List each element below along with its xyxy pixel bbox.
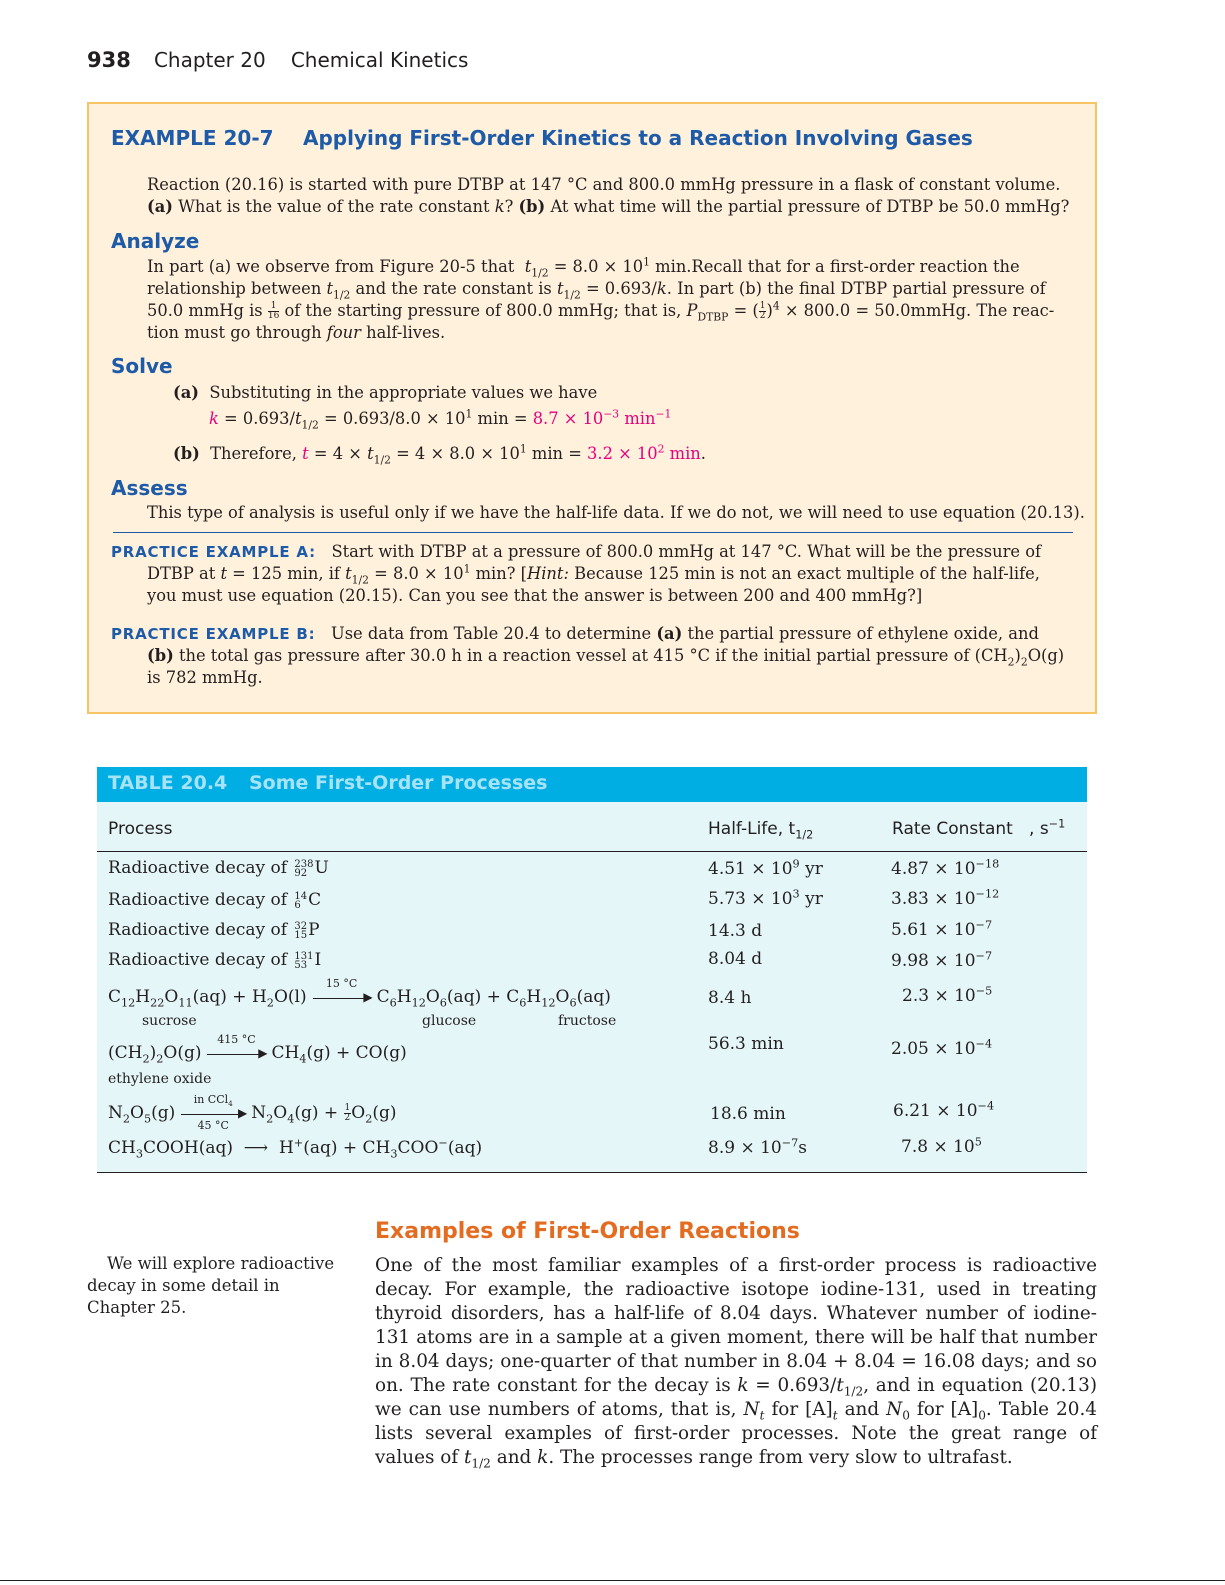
- assess-heading: Assess: [111, 476, 188, 500]
- practice-b-line-2: (b) the total gas pressure after 30.0 h in a reaction vessel at 415 °C if the initial partial pressure of $(CH_2)_2O(g)$: [147, 646, 1065, 669]
- analyze-line-2: relationship between $t_{1/2}$ and the rate constant is $t_{1/2} = 0.693/k$. In part (b) the final DTBP partial pressure of: [147, 279, 1046, 302]
- table-row-7-half-life: 18.6 min: [710, 1104, 786, 1124]
- table-row-7-process: $N_2O_5(g)$ in CCl$_4$ ▶ 45 °C $N_2O_4(g)$ + $\frac{1}{2}$ $O_2(g)$: [108, 1092, 397, 1132]
- table-footer-rule: [97, 1172, 1087, 1173]
- practice-b-line-3: is 782 mmHg.: [147, 668, 263, 687]
- label-ethylene-oxide: ethylene oxide: [108, 1071, 212, 1087]
- problem-line-1: Reaction (20.16) is started with pure DTBP at 147 °C and 800.0 mmHg pressure in a flask of constant volume.: [147, 175, 1061, 194]
- practice-a-line-3: you must use equation (20.15). Can you see that the answer is between 200 and 400 mmHg?]: [147, 586, 923, 605]
- page-number: 938: [87, 48, 131, 72]
- reaction-arrow: 415 °C ▶: [207, 1049, 265, 1059]
- table-row-2-process: Radioactive decay of 14 6 C: [108, 890, 322, 911]
- chapter-title: Chemical Kinetics: [290, 48, 469, 72]
- table-row-4-process: Radioactive decay of 131 53 I: [108, 950, 322, 971]
- table-header-rule: [97, 851, 1087, 852]
- table-banner: [97, 767, 1087, 802]
- solve-a-line: (a) Substituting in the appropriate values we have: [173, 383, 598, 402]
- section-heading: Examples of First-Order Reactions: [375, 1219, 800, 1244]
- example-box: [87, 102, 1097, 714]
- page-bottom-rule: [0, 1580, 1225, 1581]
- practice-a-line-2: DTBP at t = 125 min, if $t_{1/2} = 8.0 \times 10^1$ min? [Hint: Because 125 min is not an exact multiple of the half-life,: [147, 562, 1040, 587]
- reaction-arrow: 15 °C ▶: [313, 993, 371, 1003]
- column-header-process: Process: [108, 819, 173, 839]
- box-divider: [113, 532, 1073, 533]
- example-label: EXAMPLE 20-7: [111, 126, 274, 150]
- solve-a-equation: $k = 0.693/t_{1/2} = 0.693/8.0 \times 10^1$ $\min = 8.7 \times 10^{-3}$ $\min^{-1}$: [209, 407, 672, 432]
- analyze-line-4: tion must go through four half-lives.: [147, 323, 446, 342]
- table-row-3-rate: $5.61 \times 10^{-7}$: [891, 918, 993, 940]
- chapter-label: Chapter 20: [153, 48, 266, 72]
- example-title: Applying First-Order Kinetics to a Reaction Involving Gases: [303, 126, 973, 150]
- table-row-1-half-life: $4.51 \times 10^9$ yr: [708, 857, 823, 879]
- practice-a-label: PRACTICE EXAMPLE A:: [111, 543, 316, 561]
- practice-b-label: PRACTICE EXAMPLE B:: [111, 625, 316, 643]
- table-row-5-half-life: 8.4 h: [708, 988, 752, 1008]
- label-sucrose: sucrose: [142, 1013, 197, 1029]
- label-glucose: glucose: [422, 1013, 477, 1029]
- table-row-5-process: $C_{12}H_{22}O_{11}(aq) + H_2O(l)$ 15 °C ▶ $C_6H_{12}O_6(aq) + C_6H_{12}O_6(aq)$: [108, 976, 611, 1010]
- table-label: TABLE 20.4: [108, 772, 228, 794]
- table-row-3-process: Radioactive decay of 32 15 P: [108, 920, 320, 941]
- solve-b-equation: (b) Therefore, $t = 4 \times t_{1/2} = 4 \times 8.0 \times 10^1$ $\min = 3.2 \times 10^2$ min.: [173, 442, 706, 467]
- table-row-5-rate: $2.3 \times 10^{-5}$: [902, 984, 993, 1006]
- table-row-8-process: $CH_3COOH(aq)$ ⟶ $H^+(aq) + CH_3COO^-(aq)$: [108, 1136, 483, 1161]
- table-row-3-half-life: 14.3 d: [708, 921, 763, 941]
- reaction-arrow: in CCl$_4$ ▶ 45 °C: [181, 1109, 245, 1119]
- table-row-6-process: $(CH_2)_2O(g)$ 415 °C ▶ $CH_4(g) + CO(g)$: [108, 1032, 407, 1066]
- table-row-4-rate: $9.98 \times 10^{-7}$: [891, 949, 993, 971]
- table-row-1-process: Radioactive decay of 238 92 U: [108, 858, 329, 879]
- table-row-2-half-life: $5.73 \times 10^3$ yr: [708, 887, 823, 909]
- practice-b-line-1: PRACTICE EXAMPLE B: Use data from Table 20.4 to determine (a) the partial pressure of ethylene oxide, and: [111, 624, 1039, 643]
- table-row-8-half-life: $8.9 \times 10^{-7}s$: [708, 1136, 808, 1158]
- practice-a-line-1: PRACTICE EXAMPLE A: Start with DTBP at a pressure of 800.0 mmHg at 147 °C. What will be the pressure of: [111, 542, 1042, 561]
- analyze-line-3: 50.0 mmHg is $\frac{1}{16}$ of the starting pressure of 800.0 mmHg; that is, $P_{DTBP}$ = ( $\frac{1}{2}$ )$^4$ × 800.0 = 50.0mmHg. The reac-: [147, 299, 1055, 324]
- table-20-4: [97, 767, 1087, 1173]
- table-row-6-half-life: 56.3 min: [708, 1034, 784, 1054]
- label-fructose: fructose: [558, 1013, 617, 1029]
- table-row-1-rate: $4.87 \times 10^{-18}$: [891, 857, 1000, 879]
- table-row-2-rate: $3.83 \times 10^{-12}$: [891, 887, 1000, 909]
- main-paragraph: One of the most familiar examples of a first-order process is radioactive decay. For example, the radioactive isotope iodine-131, used in treating thyroid disorders, has a half-life of 8.04 days. Whatever number of iodine-131 atoms are in a sample at a given moment, there will be half that number in 8.04 days; one-quarter of that number in 8.04 + 8.04 = 16.08 days; and so on. The rate constant for the decay is $k = 0.693/t_{1/2}$, and in equation (20.13) we can use numbers of atoms, that is, $N_t$ for $[A]_t$ and $N_0$ for $[A]_0$. Table 20.4 lists several examples of first-order processes. Note the great range of values of $t_{1/2}$ and k. The processes range from very slow to ultrafast.: [375, 1255, 1097, 1471]
- margin-note: [87, 1253, 347, 1319]
- analyze-line-1: In part (a) we observe from Figure 20-5 that $t_{1/2} = 8.0 \times 10^1$ min.Recall that for a first-order reaction the: [147, 255, 1020, 280]
- analyze-heading: Analyze: [111, 229, 200, 253]
- running-head: [87, 48, 468, 78]
- column-header-half-life: Half-Life, $t_{1/2}$: [708, 819, 814, 842]
- table-title: Some First-Order Processes: [249, 772, 548, 794]
- table-row-4-half-life: 8.04 d: [708, 949, 763, 969]
- problem-line-2: (a) What is the value of the rate constant k? (b) At what time will the partial pressure of DTBP be 50.0 mmHg?: [147, 197, 1070, 216]
- table-row-6-rate: $2.05 \times 10^{-4}$: [891, 1037, 993, 1059]
- column-header-rate-constant: Rate Constant , $s^{-1}$: [892, 817, 1066, 839]
- solve-heading: Solve: [111, 354, 173, 378]
- table-row-8-rate: $7.8 \times 10^5$: [901, 1135, 982, 1157]
- margin-note-text: We will explore radioactive decay in some detail in Chapter 25.: [87, 1254, 335, 1317]
- assess-text: This type of analysis is useful only if we have the half-life data. If we do not, we will need to use equation (20.13).: [147, 503, 1085, 522]
- table-row-7-rate: $6.21 \times 10^{-4}$: [893, 1099, 995, 1121]
